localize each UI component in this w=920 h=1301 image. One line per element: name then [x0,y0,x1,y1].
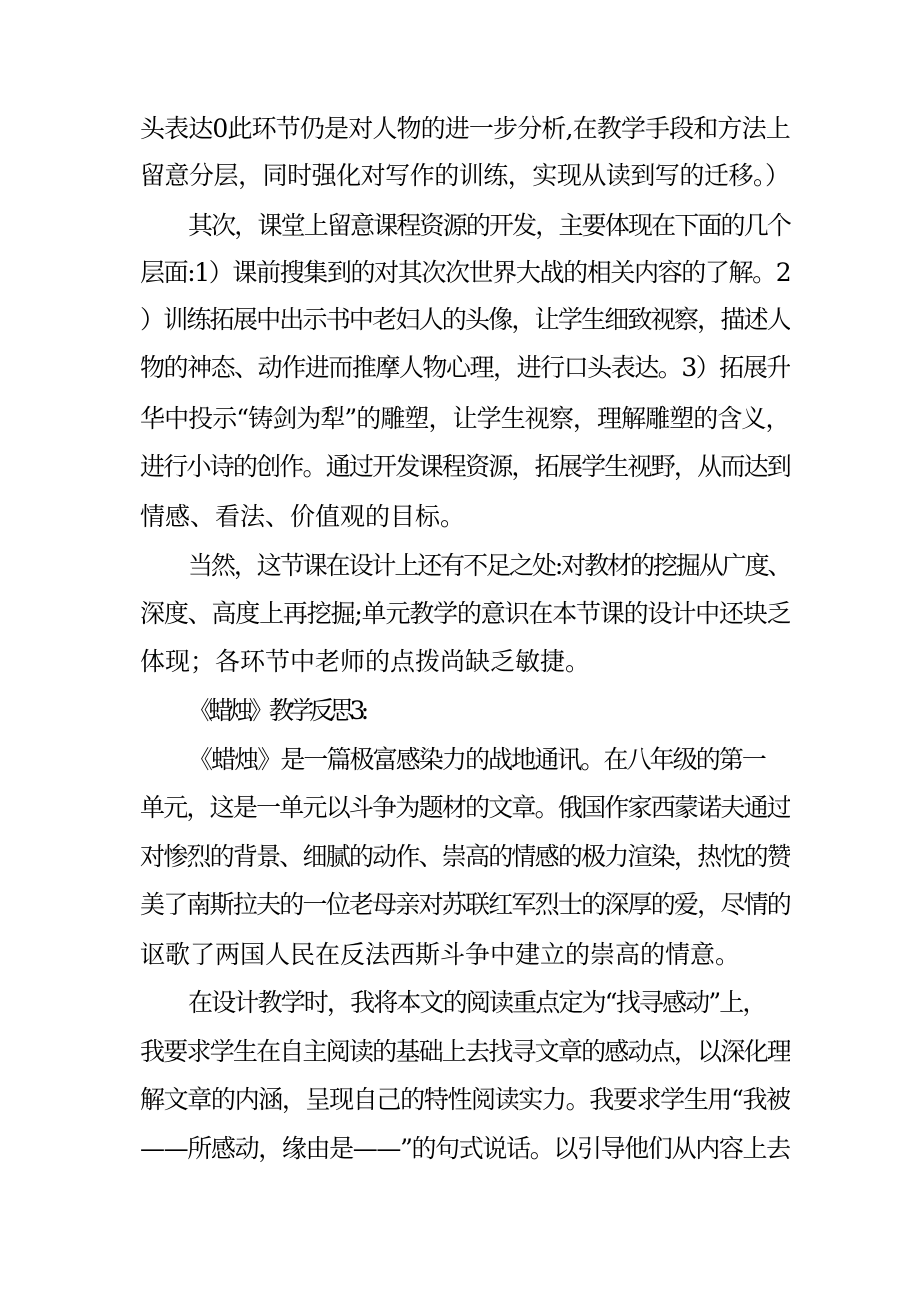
text-line: 对惨烈的背景、细腻的动作、崇高的情感的极力渲染，热忱的赞 [140,842,790,871]
text-line: 体现；各环节中老师的点拨尚缺乏敏捷。 [140,647,591,676]
text-line: 物的神态、动作进而推摩人物心理，进行口头表达。3）拓展升 [140,353,790,382]
text-line: 单元，这是一单元以斗争为题材的文章。俄国作家西蒙诺夫通过 [140,793,790,822]
text-line: 留意分层，同时强化对写作的训练，实现从读到写的迁移。） [140,161,790,190]
text-line: 华中投示“铸剑为犁”的雕塑，让学生视察，理解雕塑的含义， [140,404,790,433]
section-heading: 《蜡烛》教学反思3: [188,696,365,725]
paragraph-start-line: 在设计教学时，我将本文的阅读重点定为“找寻感动”上， [188,988,766,1017]
text-line: 进行小诗的创作。通过开发课程资源，拓展学生视野，从而达到 [140,452,790,481]
paragraph-start-line: 《蜡烛》是一篇极富感染力的战地通讯。在八年级的第一 [188,745,766,774]
text-line: 我要求学生在自主阅读的基础上去找寻文章的感动点，以深化理 [140,1037,790,1066]
text-line: 头表达0此环节仍是对人物的进一步分析,在教学手段和方法上 [140,114,790,143]
text-line: 层面:1）课前搜集到的对其次次世界大战的相关内容的了解。2 [140,258,790,287]
paragraph-start-line: 其次，课堂上留意课程资源的开发，主要体现在下面的几个 [188,211,791,240]
text-line: 讴歌了两国人民在反法西斯斗争中建立的崇高的情意。 [140,940,741,969]
text-line: ——所感动，缘由是——”的句式说话。以引导他们从内容上去 [140,1134,790,1163]
text-line: 深度、高度上再挖掘;单元教学的意识在本节课的设计中还块乏 [140,599,790,628]
text-line: 情感、看法、价值观的目标。 [140,502,466,531]
paragraph-start-line: 当然，这节课在设计上还有不足之处:对教材的挖掘从广度、 [188,551,791,580]
text-line: 解文章的内涵，呈现自己的特性阅读实力。我要求学生用“我被 [140,1085,790,1114]
text-line: 美了南斯拉夫的一位老母亲对苏联红军烈士的深厚的爱，尽情的 [140,890,790,919]
text-line: ）训练拓展中出示书中老妇人的头像，让学生细致视察，描述人 [140,305,790,334]
